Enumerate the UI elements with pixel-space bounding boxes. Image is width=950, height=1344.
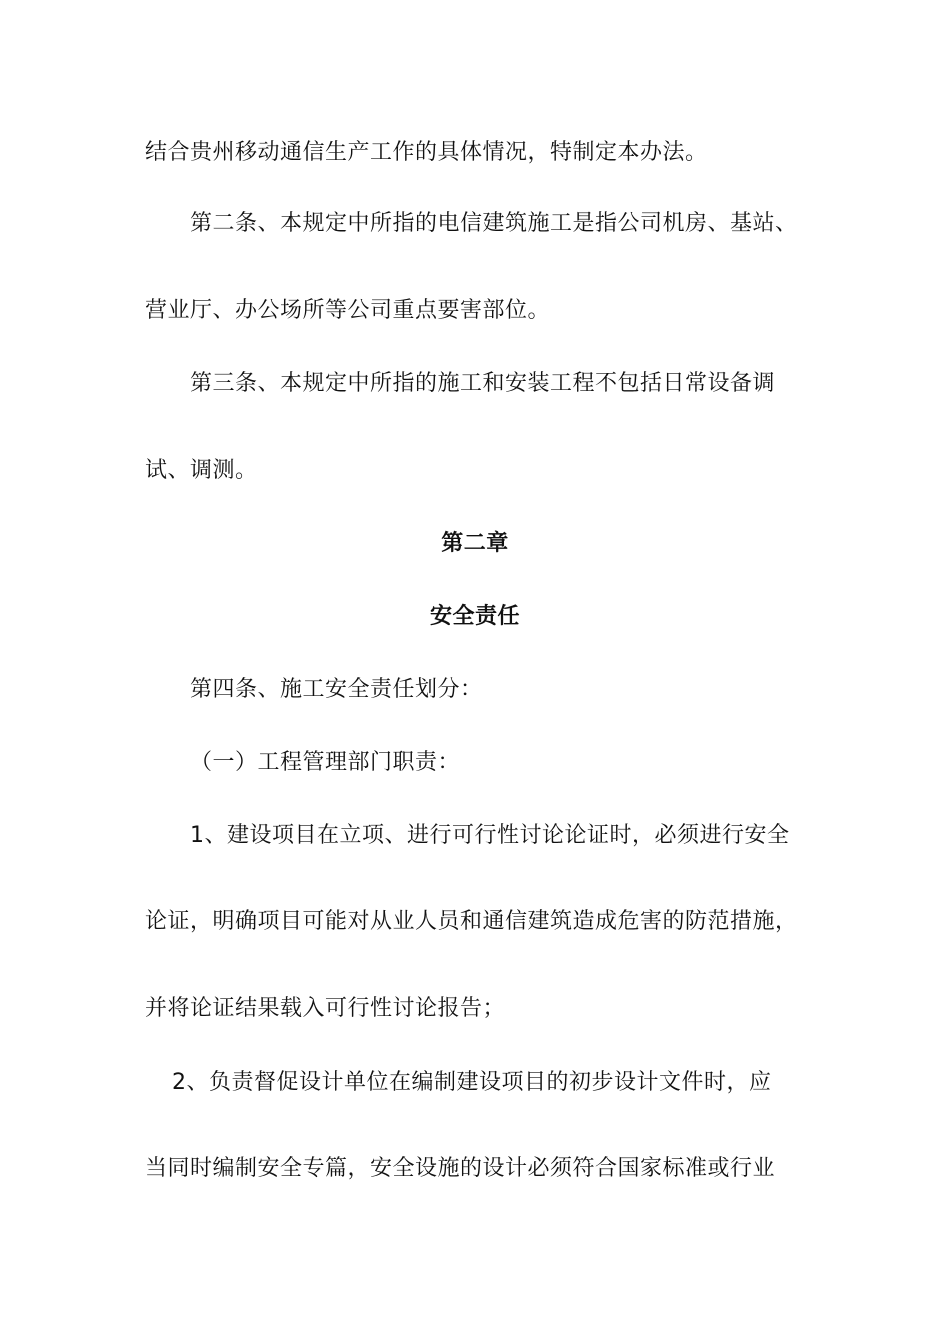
- article-3-line-1: 第三条、本规定中所指的施工和安装工程不包括日常设备调: [190, 371, 776, 396]
- article-2-line-2: 营业厅、办公场所等公司重点要害部位。: [145, 298, 551, 323]
- chapter-number: 第二章: [441, 531, 509, 556]
- item-2-line-2: 当同时编制安全专篇，安全设施的设计必须符合国家标准或行业: [145, 1156, 776, 1181]
- section-one-heading: （一）工程管理部门职责：: [190, 750, 461, 775]
- item-2-line-1: 2、负责督促设计单位在编制建设项目的初步设计文件时，应: [172, 1070, 772, 1095]
- article-4-heading: 第四条、施工安全责任划分：: [190, 677, 483, 702]
- article-2-line-1: 第二条、本规定中所指的电信建筑施工是指公司机房、基站、: [190, 211, 798, 236]
- paragraph-line: 结合贵州移动通信生产工作的具体情况，特制定本办法。: [145, 140, 708, 165]
- item-1-line-2: 论证，明确项目可能对从业人员和通信建筑造成危害的防范措施，: [145, 909, 798, 934]
- item-1-line-3: 并将论证结果载入可行性讨论报告；: [145, 996, 506, 1021]
- chapter-title: 安全责任: [429, 604, 520, 629]
- item-1-line-1: 1、建设项目在立项、进行可行性讨论论证时，必须进行安全: [190, 823, 790, 848]
- article-3-line-2: 试、调测。: [145, 458, 258, 483]
